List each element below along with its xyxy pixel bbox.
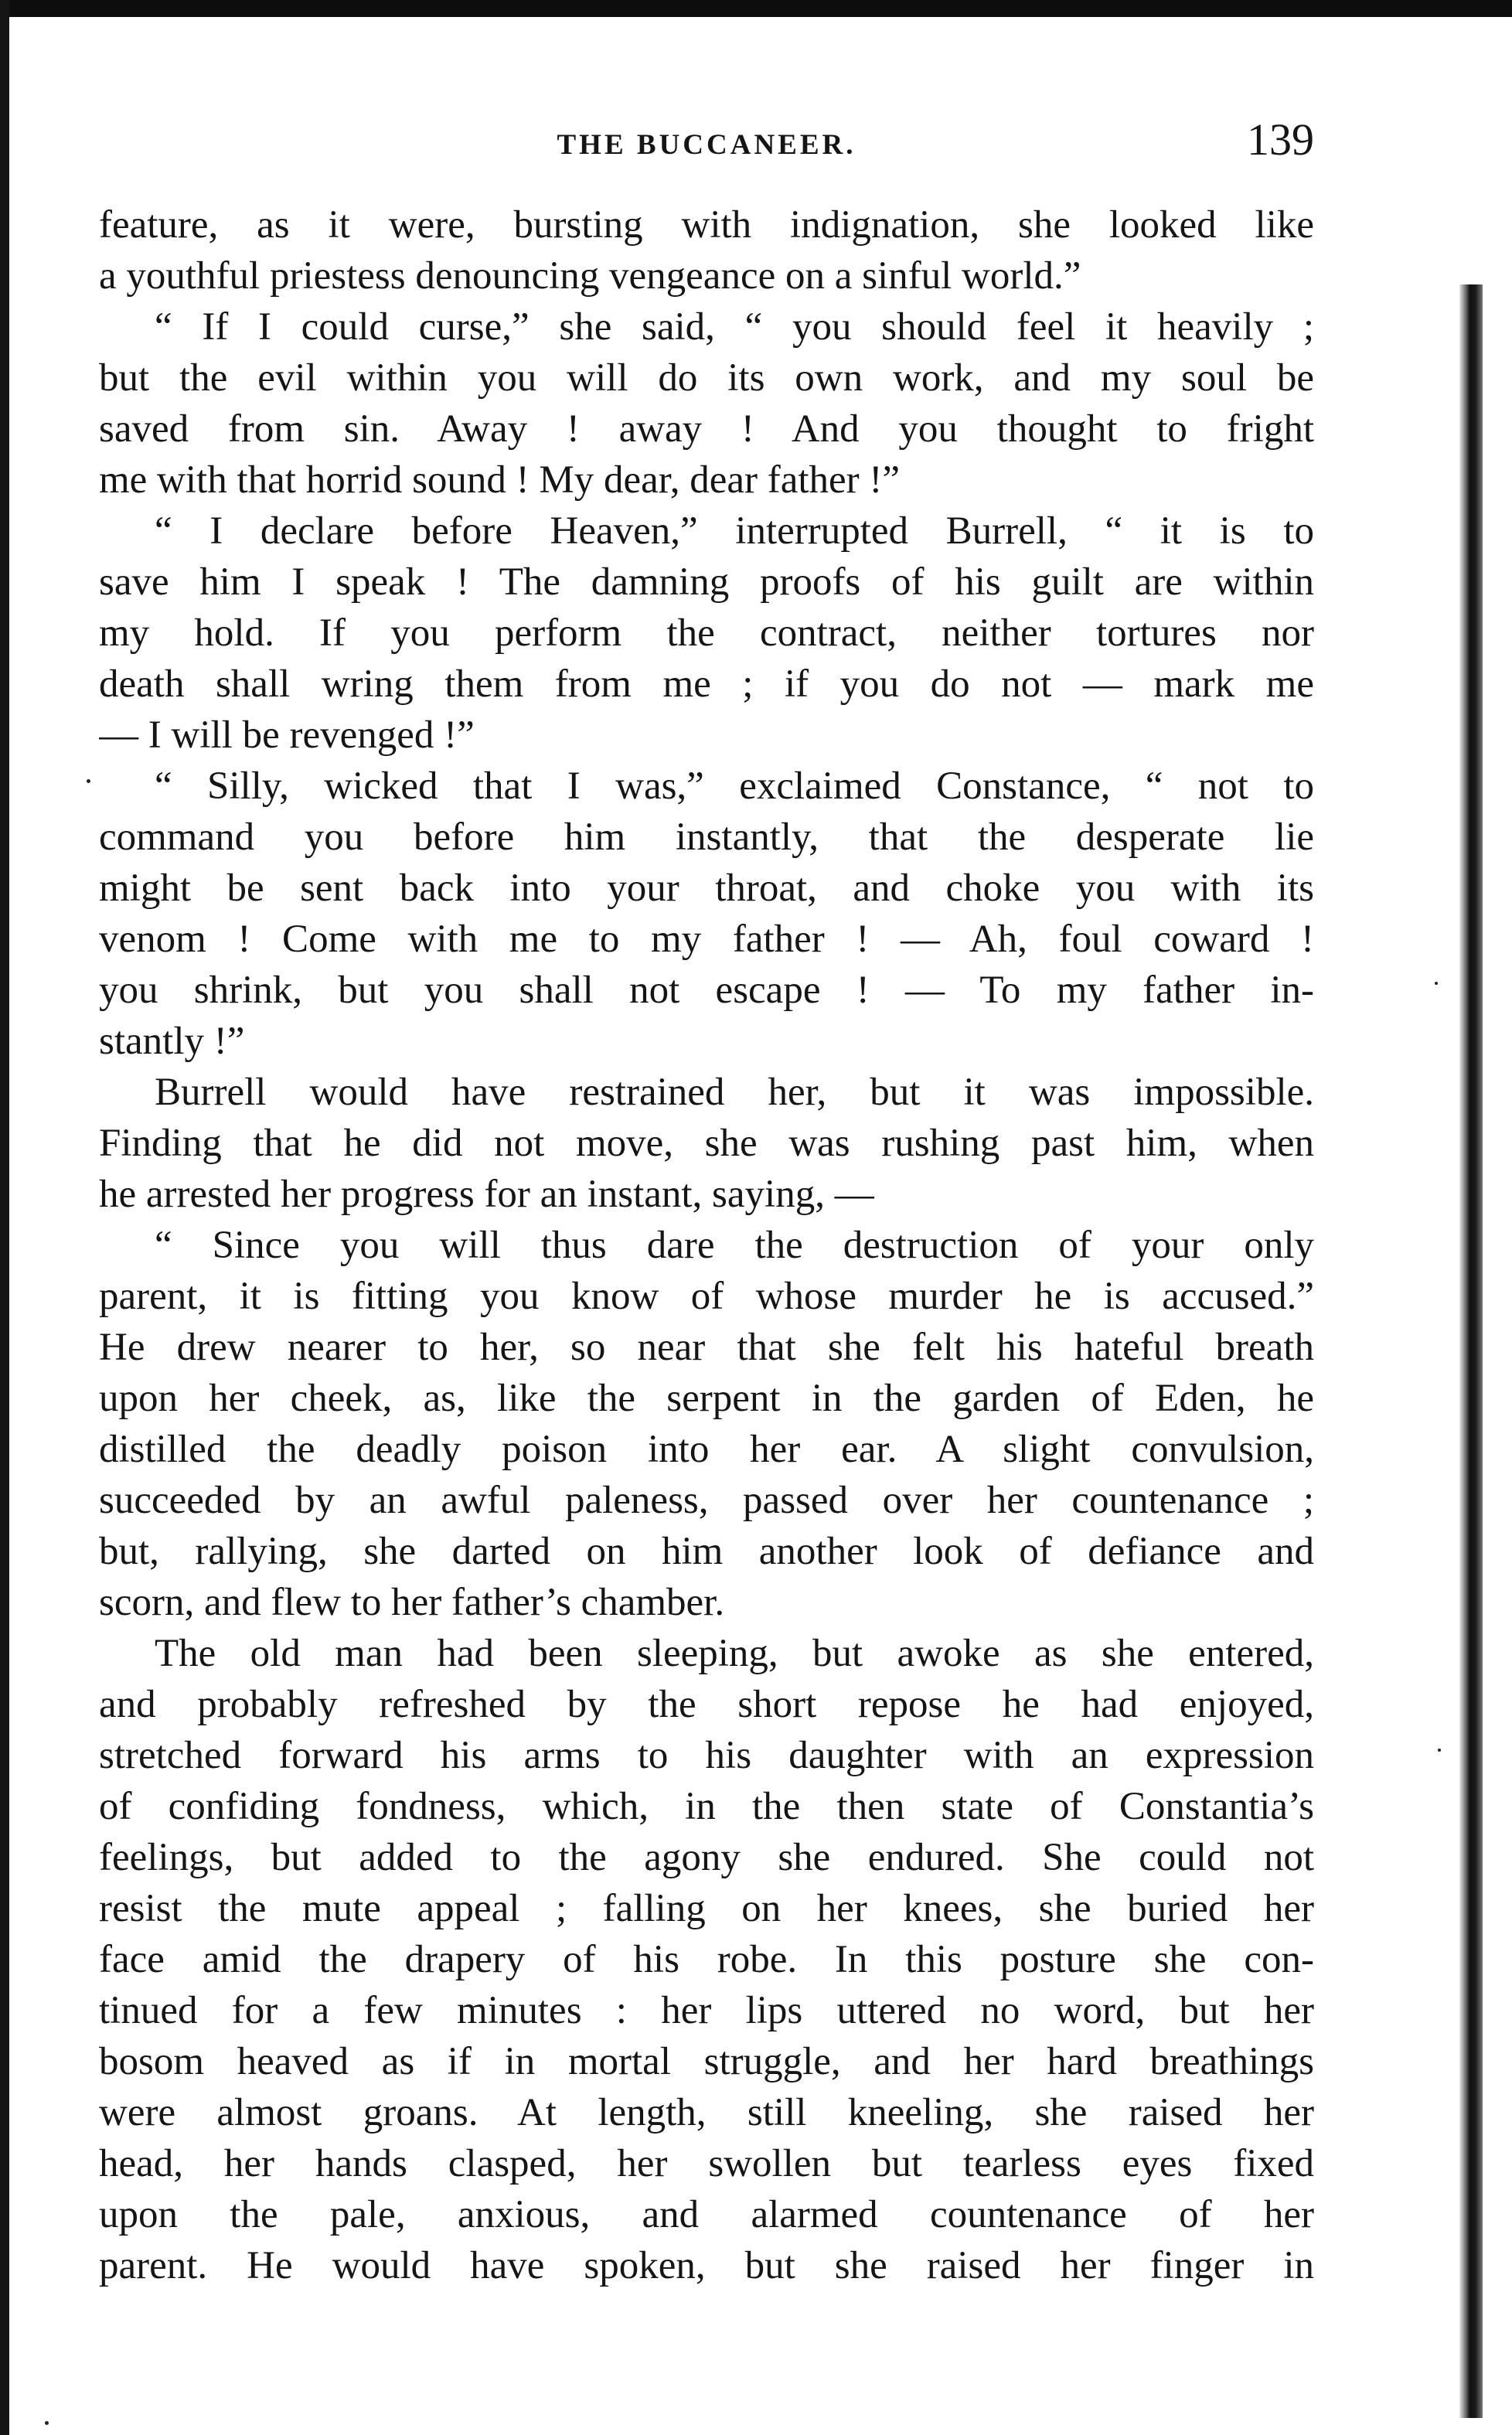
text-line: “ Since you will thus dare the destruction of your only bbox=[155, 1224, 1314, 1267]
text-line: saved from sin. Away ! away ! And you thought to fright bbox=[99, 407, 1314, 451]
text-line: feature, as it were, bursting with indignation, she looked like bbox=[99, 203, 1314, 247]
top-border bbox=[0, 0, 1512, 17]
text-line: stantly !” bbox=[99, 1020, 245, 1063]
edge-mark bbox=[1438, 1749, 1441, 1752]
text-line: — I will be revenged !” bbox=[99, 713, 475, 757]
edge-mark bbox=[1435, 982, 1438, 985]
text-line: He drew nearer to her, so near that she felt his hateful breath bbox=[99, 1326, 1314, 1369]
text-line: “ If I could curse,” she said, “ you should feel it heavily ; bbox=[155, 305, 1314, 349]
text-line: feelings, but added to the agony she endured. She could not bbox=[99, 1836, 1314, 1879]
text-line: head, her hands clasped, her swollen but tearless eyes fixed bbox=[99, 2142, 1314, 2185]
text-line: face amid the drapery of his robe. In this posture she con- bbox=[99, 1938, 1314, 1981]
running-title: THE BUCCANEER. bbox=[557, 129, 856, 161]
text-line: resist the mute appeal ; falling on her knees, she buried her bbox=[99, 1887, 1314, 1930]
text-line: upon the pale, anxious, and alarmed countenance of her bbox=[99, 2193, 1314, 2236]
text-line: “ I declare before Heaven,” interrupted Burrell, “ it is to bbox=[155, 509, 1314, 553]
text-line: but the evil within you will do its own work, and my soul be bbox=[99, 356, 1314, 400]
text-line: venom ! Come with me to my father ! — Ah, foul coward ! bbox=[99, 918, 1314, 961]
running-head bbox=[99, 114, 1314, 179]
text-line: Finding that he did not move, she was rushing past him, when bbox=[99, 1122, 1314, 1165]
text-line: parent, it is fitting you know of whose murder he is accused.” bbox=[99, 1275, 1314, 1318]
page-edge-shadow bbox=[1459, 284, 1483, 2418]
left-border bbox=[0, 0, 9, 2435]
text-line: upon her cheek, as, like the serpent in the garden of Eden, he bbox=[99, 1377, 1314, 1420]
text-line: of confiding fondness, which, in the then state of Constantia’s bbox=[99, 1785, 1314, 1828]
text-line: save him I speak ! The damning proofs of his guilt are within bbox=[99, 560, 1314, 604]
text-line: Burrell would have restrained her, but it was impossible. bbox=[155, 1071, 1314, 1114]
text-line: bosom heaved as if in mortal struggle, and her hard breathings bbox=[99, 2040, 1314, 2083]
text-line: The old man had been sleeping, but awoke as she entered, bbox=[155, 1632, 1314, 1675]
text-line: stretched forward his arms to his daughter with an expression bbox=[99, 1734, 1314, 1777]
text-line: but, rallying, she darted on him another look of defiance and bbox=[99, 1530, 1314, 1573]
page-number: 139 bbox=[1247, 114, 1314, 165]
text-line: were almost groans. At length, still kneeling, she raised her bbox=[99, 2091, 1314, 2134]
margin-mark bbox=[45, 2421, 49, 2425]
text-line: distilled the deadly poison into her ear. A slight convulsion, bbox=[99, 1428, 1314, 1471]
margin-mark bbox=[87, 779, 90, 783]
body-text bbox=[99, 199, 1314, 2291]
text-line: me with that horrid sound ! My dear, dear father !” bbox=[99, 458, 901, 502]
text-line: parent. He would have spoken, but she raised her finger in bbox=[99, 2244, 1314, 2287]
text-line: my hold. If you perform the contract, neither tortures nor bbox=[99, 611, 1314, 655]
text-line: a youthful priestess denouncing vengeance on a sinful world.” bbox=[99, 254, 1081, 298]
text-line: command you before him instantly, that the desperate lie bbox=[99, 816, 1314, 859]
text-line: you shrink, but you shall not escape ! — To my father in- bbox=[99, 969, 1314, 1012]
text-line: might be sent back into your throat, and choke you with its bbox=[99, 867, 1314, 910]
text-line: succeeded by an awful paleness, passed over her countenance ; bbox=[99, 1479, 1314, 1522]
text-line: tinued for a few minutes : her lips uttered no word, but her bbox=[99, 1989, 1314, 2032]
text-line: and probably refreshed by the short repose he had enjoyed, bbox=[99, 1683, 1314, 1726]
text-line: death shall wring them from me ; if you do not — mark me bbox=[99, 662, 1314, 706]
text-line: scorn, and flew to her father’s chamber. bbox=[99, 1581, 725, 1624]
text-line: “ Silly, wicked that I was,” exclaimed Constance, “ not to bbox=[155, 765, 1314, 808]
text-line: he arrested her progress for an instant, saying, — bbox=[99, 1173, 874, 1216]
